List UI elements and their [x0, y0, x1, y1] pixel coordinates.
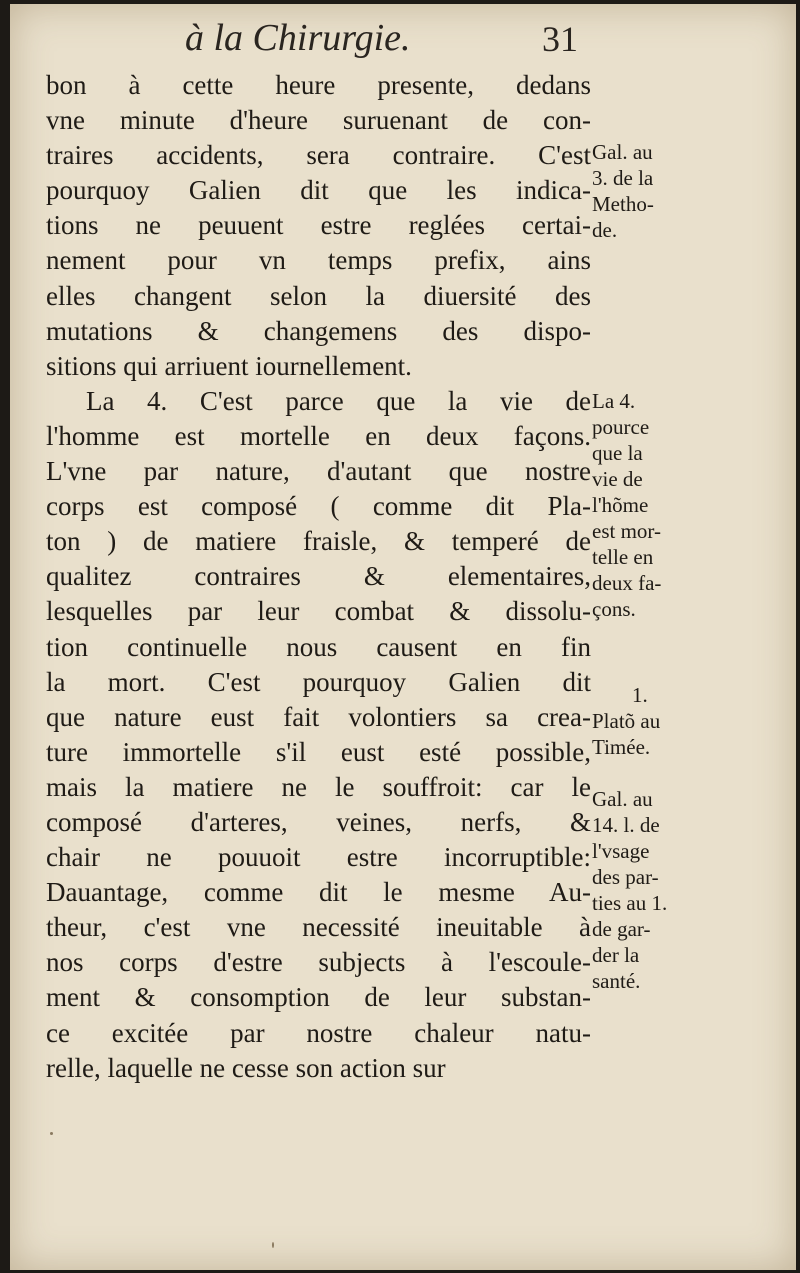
text-line: que nature eust fait volontiers sa crea-: [46, 701, 591, 732]
margin-line: de.: [592, 218, 618, 242]
margin-line: La 4.: [592, 389, 636, 413]
margin-line: est mor-: [592, 519, 661, 543]
text-line: relle, laquelle ne cesse son action sur: [46, 1052, 446, 1083]
margin-line: Gal. au: [592, 787, 653, 811]
text-line: Dauantage, comme dit le mesme Au-: [46, 877, 591, 908]
page-number: 31: [542, 19, 578, 59]
text-line: qualitez contraires & elementaires,: [46, 561, 591, 592]
book-page: [10, 4, 796, 1270]
margin-note-la-4: [592, 388, 722, 622]
text-line: pourquoy Galien dit que les indica-: [46, 175, 591, 206]
margin-line: der la: [592, 943, 640, 967]
text-line: bon à cette heure presente, dedans: [46, 70, 591, 100]
margin-line: vie de: [592, 467, 643, 491]
margin-line: des par-: [592, 865, 659, 889]
margin-line: l'vsage: [592, 839, 650, 863]
paper-speck: [50, 1132, 53, 1135]
text-line: mutations & changemens des dispo-: [46, 315, 591, 346]
text-line: ce excitée par nostre chaleur natu-: [46, 1017, 591, 1048]
margin-line: ties au 1.: [592, 891, 668, 915]
text-line: tions ne peuuent estre reglées certai-: [46, 210, 591, 241]
margin-line: Platõ au: [592, 709, 661, 733]
text-line: corps est composé ( comme dit Pla-: [46, 491, 591, 522]
margin-line: Metho-: [592, 192, 654, 216]
text-line: sitions qui arriuent iournellement.: [46, 350, 412, 381]
text-line: theur, c'est vne necessité ineuitable à: [46, 912, 591, 943]
page-header: [10, 16, 796, 66]
body-text: [46, 68, 591, 1086]
margin-note-plato: [592, 682, 722, 760]
margin-note-galen-method: [592, 139, 722, 243]
text-line: nos corps d'estre subjects à l'escoule-: [46, 947, 591, 978]
text-line: ton ) de matiere fraisle, & temperé de: [46, 526, 591, 557]
running-title: à la Chirurgie.: [185, 17, 411, 59]
margin-line: çons.: [592, 597, 636, 621]
margin-line: telle en: [592, 545, 654, 569]
text-line: L'vne par nature, d'autant que nostre: [46, 456, 591, 487]
text-line: mais la matiere ne le souffroit: car le: [46, 771, 591, 802]
margin-line: que la: [592, 441, 643, 465]
margin-line: 1.: [632, 683, 648, 707]
margin-line: de gar-: [592, 917, 651, 941]
text-line: vne minute d'heure suruenant de con-: [46, 105, 591, 136]
text-line: l'homme est mortelle en deux façons.: [46, 420, 591, 451]
text-line: La 4. C'est parce que la vie de: [86, 385, 591, 416]
margin-line: 14. l. de: [592, 813, 660, 837]
margin-line: Gal. au: [592, 140, 653, 164]
text-line: chair ne pouuoit estre incorruptible:: [46, 842, 591, 873]
text-line: elles changent selon la diuersité des: [46, 280, 591, 311]
margin-line: l'hõme: [592, 493, 649, 517]
margin-line: Timée.: [592, 735, 651, 759]
text-line: tion continuelle nous causent en fin: [46, 631, 591, 662]
margin-line: deux fa-: [592, 571, 662, 595]
text-line: la mort. C'est pourquoy Galien dit: [46, 666, 591, 697]
text-line: traires accidents, sera contraire. C'est: [46, 140, 591, 171]
paper-speck: [272, 1242, 274, 1248]
text-line: ment & consomption de leur substan-: [46, 982, 591, 1013]
margin-note-galen-usage: [592, 786, 722, 994]
text-line: composé d'arteres, veines, nerfs, &: [46, 806, 591, 837]
text-line: nement pour vn temps prefix, ains: [46, 245, 591, 276]
margin-line: santé.: [592, 969, 641, 993]
margin-line: 3. de la: [592, 166, 654, 190]
margin-line: pource: [592, 415, 650, 439]
text-line: ture immortelle s'il eust esté possible,: [46, 736, 591, 767]
text-line: lesquelles par leur combat & dissolu-: [46, 596, 591, 627]
